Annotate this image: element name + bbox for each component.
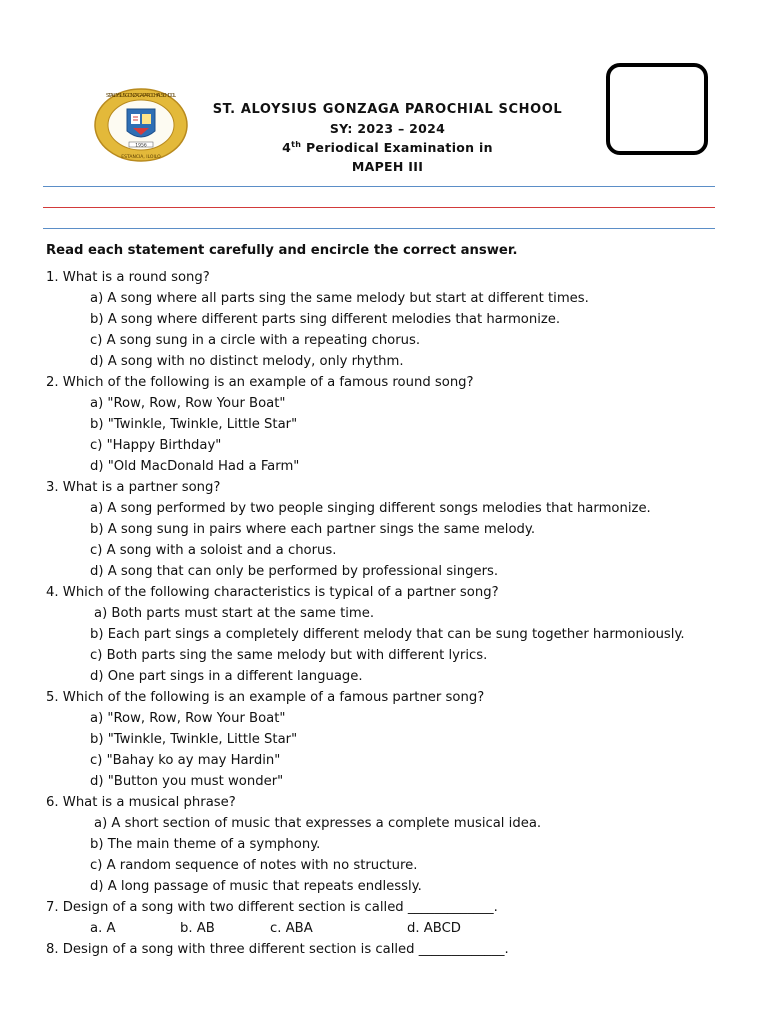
option: b) Each part sings a completely different melody that can be sung together harmoniously. (90, 627, 685, 642)
option: b) "Twinkle, Twinkle, Little Star" (90, 732, 298, 747)
option: c) A song with a soloist and a chorus. (90, 543, 337, 558)
question-7: 7. Design of a song with two different section is called _____________. (46, 900, 498, 915)
question-3: 3. What is a partner song? (46, 480, 221, 495)
logo-year: 1956 (135, 143, 147, 149)
option: b) A song where different parts sing different melodies that harmonize. (90, 312, 561, 327)
option: c) A song sung in a circle with a repeating chorus. (90, 333, 421, 348)
option: d) "Button you must wonder" (90, 774, 284, 789)
header-rule-blue-bottom (43, 228, 715, 229)
option: c) Both parts sing the same melody but with different lyrics. (90, 648, 488, 663)
exam-title (190, 138, 585, 157)
question-6: 6. What is a musical phrase? (46, 795, 236, 810)
header-rule-red (43, 207, 715, 208)
option: a) Both parts must start at the same time. (94, 606, 375, 621)
option: b) The main theme of a symphony. (90, 837, 321, 852)
logo-ring-text-bottom: ESTANCIA, ILOILO (121, 155, 161, 160)
option: a) A short section of music that expresses a complete musical idea. (94, 816, 542, 831)
option: b) A song sung in pairs where each partner sings the same melody. (90, 522, 536, 537)
option: d) "Old MacDonald Had a Farm" (90, 459, 300, 474)
question-4: 4. Which of the following characteristics is typical of a partner song? (46, 585, 499, 600)
exam-ordinal-suffix: th (291, 139, 302, 149)
option: c. ABA (270, 921, 313, 936)
option: d) A long passage of music that repeats endlessly. (90, 879, 422, 894)
option: d. ABCD (407, 921, 461, 936)
option: c) A random sequence of notes with no structure. (90, 858, 418, 873)
option: d) One part sings in a different language. (90, 669, 363, 684)
header-rule-blue-top (43, 186, 715, 187)
exam-body (46, 240, 736, 960)
option: a) "Row, Row, Row Your Boat" (90, 396, 286, 411)
subject-name: MAPEH III (351, 159, 424, 174)
option: b) "Twinkle, Twinkle, Little Star" (90, 417, 298, 432)
option: a) A song where all parts sing the same melody but start at different times. (90, 291, 589, 306)
question-1: 1. What is a round song? (46, 270, 210, 285)
question-8: 8. Design of a song with three different section is called _____________. (46, 942, 509, 957)
option: a. A (90, 921, 116, 936)
exam-header (190, 100, 585, 176)
instructions: Read each statement carefully and encircle the correct answer. (46, 243, 518, 258)
school-year: SY: 2023 – 2024 (329, 121, 446, 136)
option: c) "Happy Birthday" (90, 438, 222, 453)
option-row (46, 918, 736, 939)
option: c) "Bahay ko ay may Hardin" (90, 753, 281, 768)
logo-ring-text: ST. ALOYSIUS GONZAGA PAROCHIAL SCHOOL (106, 93, 176, 99)
school-logo (93, 87, 189, 163)
option: a) A song performed by two people singing different songs melodies that harmonize. (90, 501, 651, 516)
school-name: ST. ALOYSIUS GONZAGA PAROCHIAL SCHOOL (212, 102, 563, 117)
question-5: 5. Which of the following is an example of a famous partner song? (46, 690, 485, 705)
exam-ordinal: 4 (282, 140, 292, 155)
question-2: 2. Which of the following is an example of a famous round song? (46, 375, 474, 390)
option: b. AB (180, 921, 215, 936)
option: d) A song with no distinct melody, only rhythm. (90, 354, 404, 369)
exam-title-rest: Periodical Examination in (301, 140, 493, 155)
option: a) "Row, Row, Row Your Boat" (90, 711, 286, 726)
option: d) A song that can only be performed by professional singers. (90, 564, 499, 579)
score-box (606, 63, 708, 155)
